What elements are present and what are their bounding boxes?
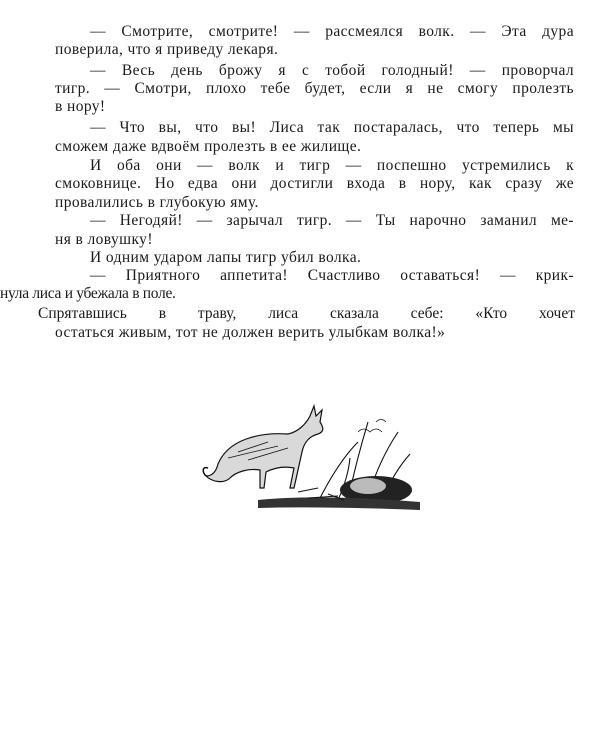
text-line: Спрятавшись в траву, лиса сказала себе: «Кто хочет bbox=[38, 305, 575, 322]
fox-illustration bbox=[198, 402, 423, 514]
text-line: — Смотрите, смотрите! — рассмеялся волк. — Эта дура bbox=[90, 23, 574, 40]
text-line: остаться живым, тот не должен верить улыбкам волка!» bbox=[55, 324, 446, 341]
text-line: сможем даже вдвоём пролезть в ее жилище. bbox=[55, 138, 362, 155]
text-line: в нору! bbox=[55, 98, 106, 115]
text-line: тигр. — Смотри, плохо тебе будет, если я не смогу пролезть bbox=[55, 80, 574, 97]
text-line: — Приятного аппетита! Счастливо оставаться! — крик- bbox=[90, 267, 574, 284]
text-line: провалились в глубокую яму. bbox=[55, 194, 259, 211]
text-line: — Негодяй! — зарычал тигр. — Ты нарочно заманил ме- bbox=[90, 212, 574, 229]
text-line: И оба они — волк и тигр — поспешно устремились к bbox=[90, 157, 574, 174]
text-line: И одним ударом лапы тигр убил волка. bbox=[90, 249, 362, 266]
text-line: поверила, что я приведу лекаря. bbox=[55, 41, 279, 58]
text-line: — Что вы, что вы! Лиса так постаралась, что теперь мы bbox=[90, 119, 574, 136]
text-line: смоковнице. Но едва они достигли входа в нору, как сразу же bbox=[55, 175, 574, 192]
text-line: — Весь день брожу я с тобой голодный! — проворчал bbox=[90, 62, 574, 79]
text-line: ня в ловушку! bbox=[55, 231, 153, 248]
text-line: нула лиса и убежала в поле. bbox=[0, 285, 176, 302]
